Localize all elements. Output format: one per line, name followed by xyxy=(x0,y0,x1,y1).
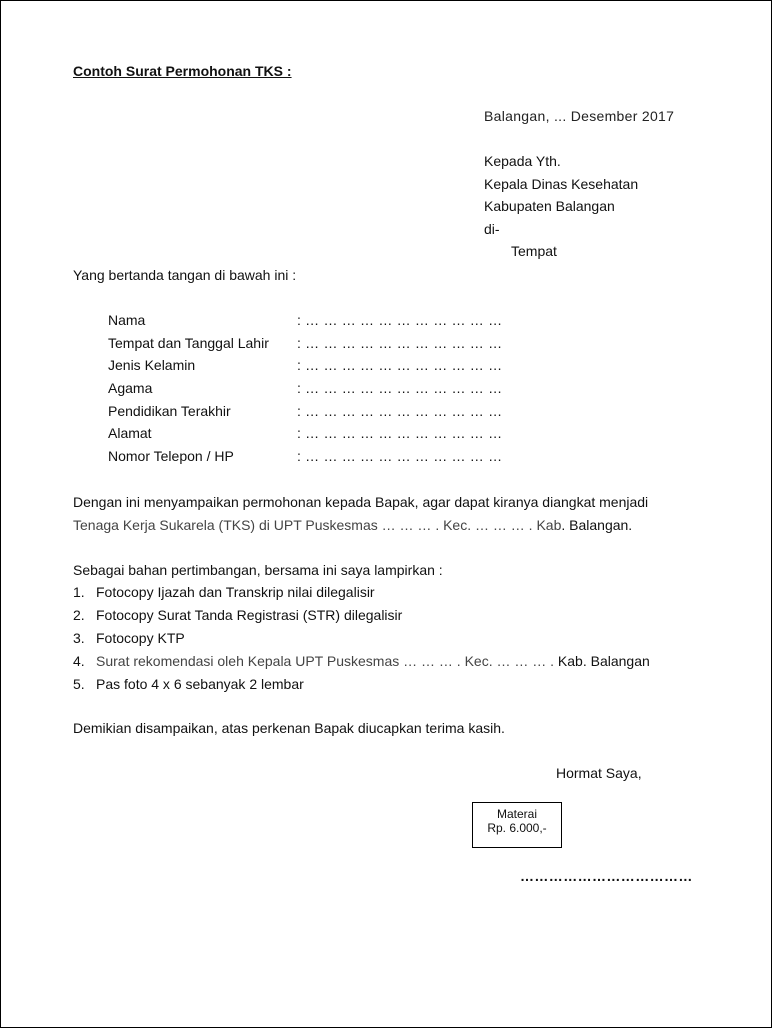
list-text: Fotocopy Surat Tanda Registrasi (STR) dilegalisir xyxy=(96,607,403,623)
intro-text: Yang bertanda tangan di bawah ini : xyxy=(73,267,297,283)
field-value: : … … … … … … … … … … … xyxy=(297,425,503,442)
request-line xyxy=(73,517,648,540)
field-value: : … … … … … … … … … … … xyxy=(297,448,503,465)
attachments-list xyxy=(73,584,650,699)
request-line-part: . Balangan. xyxy=(561,517,633,533)
stamp-box xyxy=(472,802,562,848)
field-value: : … … … … … … … … … … … xyxy=(297,312,503,328)
stamp-label: Materai xyxy=(496,807,537,821)
field-label: Nomor Telepon / HP xyxy=(108,448,234,465)
list-number: 4. xyxy=(73,653,85,669)
list-text: Fotocopy KTP xyxy=(96,630,185,646)
field-label: Alamat xyxy=(108,425,152,442)
list-item xyxy=(73,676,650,699)
list-number: 2. xyxy=(73,607,85,623)
recipient-line: di- xyxy=(484,220,500,237)
field-label: Tempat dan Tanggal Lahir xyxy=(108,334,269,351)
field-value: : … … … … … … … … … … … xyxy=(297,402,503,419)
list-text: Surat rekomendasi oleh Kepala UPT Puskesmas … … … . Kec. … … … . xyxy=(96,653,555,669)
field-label: Nama xyxy=(108,312,146,328)
list-item xyxy=(73,653,650,676)
field-row xyxy=(108,403,502,426)
field-row xyxy=(108,425,502,448)
list-item xyxy=(73,584,650,607)
closing-text: Demikian disampaikan, atas perkenan Bapak diucapkan terima kasih. xyxy=(73,720,505,736)
recipient-line: Kabupaten Balangan xyxy=(484,198,615,214)
recipient-line: Kepala Dinas Kesehatan xyxy=(484,175,639,192)
field-label: Jenis Kelamin xyxy=(108,357,196,374)
list-text: Pas foto 4 x 6 sebanyak 2 lembar xyxy=(96,676,304,692)
place-date: Balangan, ... Desember 2017 xyxy=(484,108,675,124)
list-number: 3. xyxy=(73,630,85,646)
list-item xyxy=(73,630,650,653)
field-label: Pendidikan Terakhir xyxy=(108,402,231,419)
recipient-line: Kepada Yth. xyxy=(484,153,561,169)
request-paragraph xyxy=(73,494,648,540)
list-text: Fotocopy Ijazah dan Transkrip nilai dilegalisir xyxy=(96,584,375,600)
list-item xyxy=(73,607,650,630)
attachments-intro: Sebagai bahan pertimbangan, bersama ini saya lampirkan : xyxy=(73,562,443,578)
field-label: Agama xyxy=(108,380,153,397)
field-row xyxy=(108,335,502,358)
letter-title: Contoh Surat Permohonan TKS : xyxy=(73,63,292,79)
field-row xyxy=(108,448,502,471)
request-line: Dengan ini menyampaikan permohonan kepada Bapak, agar dapat kiranya diangkat menjadi xyxy=(73,494,649,510)
field-value: : … … … … … … … … … … … xyxy=(297,380,503,397)
recipient-block xyxy=(484,153,638,266)
field-value: : … … … … … … … … … … … xyxy=(297,334,503,351)
recipient-line: Tempat xyxy=(511,243,557,259)
field-row xyxy=(108,380,502,403)
list-number: 5. xyxy=(73,676,85,692)
request-line-part: Tenaga Kerja Sukarela (TKS) di UPT Puskesmas … … … . Kec. … … … . Kab xyxy=(73,517,562,533)
list-number: 1. xyxy=(73,584,85,600)
regards-text: Hormat Saya, xyxy=(556,765,642,781)
field-value: : … … … … … … … … … … … xyxy=(297,357,503,374)
stamp-amount: Rp. 6.000,- xyxy=(487,821,547,835)
identity-fields xyxy=(108,312,502,471)
field-row xyxy=(108,312,502,335)
signature-line: ……………………………… xyxy=(520,868,693,884)
list-text-suffix: Kab. Balangan xyxy=(554,653,650,669)
field-row xyxy=(108,357,502,380)
